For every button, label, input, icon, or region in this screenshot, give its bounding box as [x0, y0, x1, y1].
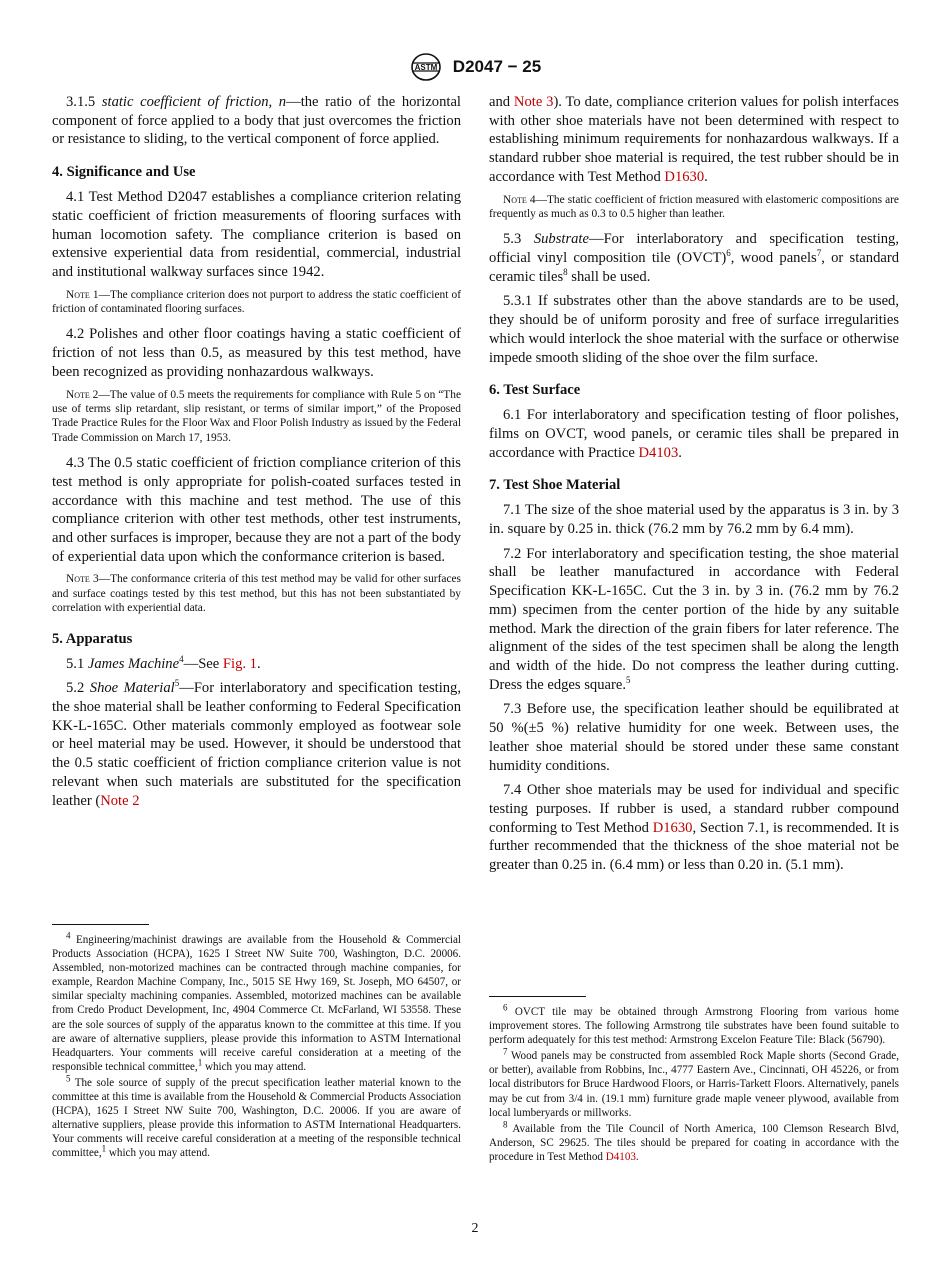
- astm-logo-icon: [409, 52, 443, 82]
- page-header: [0, 52, 950, 82]
- section-4-3: 4.3 The 0.5 static coefficient of friction compliance criterion of this test method is only appropriate for polish-coated surfaces tested in accordance with this machine and test method. The use of this compliance criterion with other test methods, other test instruments, and other surfaces is improper, because they are not a part of the body of experiential data upon which the conformance criterion is based.: [52, 455, 461, 565]
- section-4-1: 4.1 Test Method D2047 establishes a compliance criterion relating static coefficient of friction measurements of flooring surfaces with human locomotion safety. The compliance criterion is based on extensive experiential data from residential, commercial, industrial and institutional walkway surfaces since 1942.: [52, 189, 461, 280]
- d1630-link[interactable]: D1630: [664, 168, 705, 185]
- footnotes-left: [52, 924, 461, 1163]
- section-4-2: 4.2 Polishes and other floor coatings having a static coefficient of friction of not less than 0.5, as measured by this test method, have been recognized as providing nonhazardous walkways.: [52, 326, 461, 380]
- section-5-3: 5.3 Substrate—For interlaboratory and specification testing, official vinyl composition tile (OVCT)$^6$, wood panels$^7$, or standard ceramic tiles$^8$ shall be used.: [489, 231, 899, 285]
- section-5-2: 5.2 Shoe Material$^5$—For interlaboratory and specification testing, the shoe material shall be leather conforming to Federal Specification KK-L-165C. Other materials commonly employed as footwear sole or heel material may be used. However, it should be understood that the 0.5 static coefficient of friction compliance criterion value is not relevant when such materials are substituted for the specification leather (Note 2: [52, 678, 462, 809]
- right-column: [489, 93, 899, 881]
- note-3-link[interactable]: Note 3: [513, 94, 554, 110]
- page-number: 2: [471, 1221, 479, 1236]
- footnote-4: $^4$ Engineering/machinist drawings are available from the Household & Commercial Products Association (HCPA), 1625 I Street NW Suite 700, Washington, D.C. 20006. Assembled, non-motorized machines can be contracted through machine companies, for example, Reardon Machine Company, Inc., 5015 SE Hwy 169, St. Joseph, MO 64507, or similar specialty machining companies. Assembled, motorized machines can be available from Credo Product Development, Inc, 4904 Commerce Ct. McFarland, WI 53558. These are the sole sources of supply of the apparatus known to the committee at this time. If you are aware of alternative suppliers, please provide this information to ASTM International Headquarters. Your comments will receive careful consideration at a meeting of the responsible technical committee,$^1$ which you may attend.: [52, 930, 461, 1073]
- footnote-rule: [489, 996, 586, 997]
- heading-test-surface: 6. Test Surface: [489, 382, 581, 399]
- section-3-1-5: 3.1.5 static coefficient of friction, n—the ratio of the horizontal component of force applied to a body that just overcomes the friction or resistance to sliding, to the vertical component of force applied.: [52, 94, 461, 148]
- section-6-1: 6.1 For interlaboratory and specification testing of floor polishes, films on OVCT, wood panels, or ceramic tiles shall be prepared in accordance with Practice D4103.: [489, 407, 899, 461]
- section-7-1: 7.1 The size of the shoe material used by the apparatus is 3 in. by 3 in. square by 0.25 in. thick (76.2 mm by 76.2 mm by 6.4 mm).: [489, 502, 899, 538]
- section-5-2-continued: and Note 3). To date, compliance criterion values for polish interfaces with other shoe materials have not been determined with respect to establishing minimum requirements for nonhazardous walkways. If a standard rubber shoe material is required, the test rubber should be in accordance with Test Method D1630.: [489, 94, 899, 185]
- section-7-3: 7.3 Before use, the specification leather should be equilibrated at 50 %(±5 %) relative humidity for one week. Between uses, the leather shoe material should be stored under these same constant humidity conditions.: [489, 701, 899, 774]
- svg-text:ASTM: ASTM: [414, 63, 438, 72]
- left-column: [52, 93, 461, 816]
- note-3: Note 3—The conformance criteria of this test method may be valid for other surfaces and surface coatings tested by this test method, but this has not been substantiated by correlation with experiential data.: [52, 573, 461, 615]
- section-5-3-1: 5.3.1 If substrates other than the above standards are to be used, they should be of uniform porosity and free of surface irregularities which would interlock the shoe material with the surface or otherwise impede smooth sliding of the shoe over the film surface.: [489, 293, 899, 366]
- heading-apparatus: 5. Apparatus: [52, 630, 133, 647]
- fig-1-link[interactable]: Fig. 1: [222, 655, 257, 672]
- d4103-link-2[interactable]: D4103: [605, 1150, 636, 1163]
- footnotes-right: [489, 996, 899, 1166]
- footnote-8: $^8$ Available from the Tile Council of North America, 100 Clemson Research Blvd, Anderson, SC 29625. The tiles should be prepared for coating in accordance with the procedure in Test Method D4103.: [489, 1119, 899, 1163]
- section-5-1: 5.1 James Machine$^4$—See Fig. 1.: [66, 653, 261, 672]
- heading-test-shoe-material: 7. Test Shoe Material: [489, 477, 621, 494]
- note-2-link[interactable]: Note 2: [100, 792, 140, 809]
- d4103-link[interactable]: D4103: [638, 444, 679, 461]
- footnote-7: $^7$ Wood panels may be constructed from assembled Rock Maple shorts (Second Grade, or better), available from Robbins, Inc., 4777 Eastern Ave., Cincinnati, OH 45226, or from local distributors for Bruce Hardwood Floors, or Harris-Tarkett Floors. Alternatively, panels may be cut from 3/4 in. (19.1 mm) furniture grade maple veneer plywood, available from local lumberyards or millworks.: [489, 1046, 899, 1119]
- footnote-5: $^5$ The sole source of supply of the precut specification leather material known to the committee at this time is available from the Household & Commercial Products Association (HCPA), 1625 I Street NW Suite 700, Washington, D.C. 20006. If you are aware of alternative suppliers, please provide this information to ASTM International Headquarters. Your comments will receive careful consideration at a meeting of the responsible technical committee,$^1$ which you may attend.: [52, 1073, 461, 1160]
- footnote-rule: [52, 924, 149, 925]
- footnote-6: $^6$ OVCT tile may be obtained through Armstrong Flooring from various home improvement stores. The following Armstrong tile substrates have been found suitable to perform adequately for this test method: Armstrong Excelon Feature Tile: Black (56790).: [489, 1002, 899, 1047]
- section-7-2: 7.2 For interlaboratory and specification testing, the shoe material shall be leather manufactured in accordance with Federal Specification KK-L-165C. Cut the 3 in. by 3 in. (76.2 mm by 76.2 mm) specimen from the center portion of the hide by any suitable method. Mark the direction of the grain fibers for later reference. The alignment of the sides of the test specimen shall be along the length and width of the hide. Do not compress the leather during cutting. Dress the edges square.$^5$: [489, 545, 899, 693]
- heading-significance-and-use: 4. Significance and Use: [52, 164, 196, 181]
- note-4: Note 4—The static coefficient of friction measured with elastomeric compositions are frequently as much as 0.3 to 0.5 higher than leather.: [489, 193, 899, 220]
- section-7-4: 7.4 Other shoe materials may be used for individual and specific testing purposes. If rubber is used, a standard rubber compound conforming to Test Method D1630, Section 7.1, is recommended. It is further recommended that the thickness of the shoe material not be greater than 0.25 in. (6.4 mm) or less than 0.20 in. (5.1 mm).: [489, 782, 899, 874]
- note-2: Note 2—The value of 0.5 meets the requirements for compliance with Rule 5 on “The use of terms slip retardant, slip resistant, or terms of similar import,” of the Proposed Trade Practice Rules for the Floor Wax and Floor Polish Industry as issued by the Federal Trade Commission on March 17, 1953.: [52, 388, 461, 444]
- document-designation: D2047 − 25: [452, 57, 542, 76]
- d1630-link-2[interactable]: D1630: [652, 819, 693, 836]
- note-1: Note 1—The compliance criterion does not purport to address the static coefficient of friction of contaminated flooring surfaces.: [52, 288, 461, 316]
